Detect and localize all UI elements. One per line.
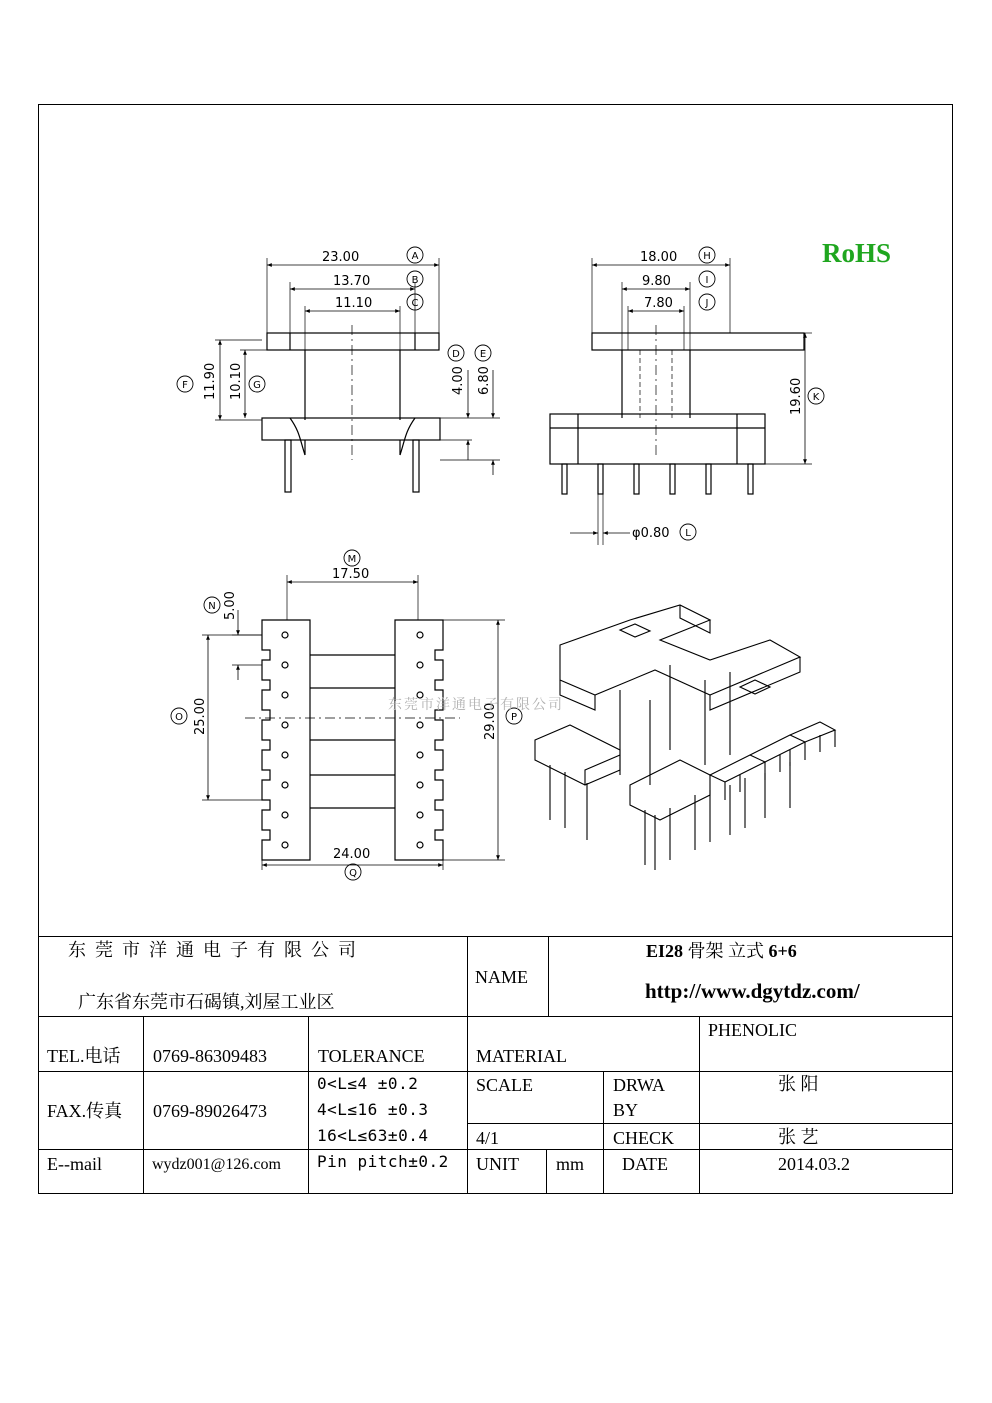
tolerance-4: Pin pitch±0.2 (317, 1152, 449, 1171)
dim-k: 19.60 (789, 377, 804, 415)
unit-label: UNIT (476, 1154, 519, 1174)
callout-g: G (253, 380, 261, 391)
dim-c: 11.10 (335, 296, 373, 311)
drawn-by-label-1: DRWA (613, 1075, 666, 1095)
name-label: NAME (475, 967, 528, 987)
product-name (646, 941, 797, 961)
drawn-by-value: 张 阳 (778, 1074, 819, 1094)
check-label: CHECK (613, 1128, 675, 1148)
dim-m: 17.50 (332, 567, 370, 582)
dim-p: 29.00 (483, 702, 498, 740)
dim-h: 18.00 (640, 250, 678, 265)
rohs-mark: RoHS (822, 238, 892, 268)
fax-label: FAX.传真 (47, 1101, 123, 1121)
callout-a: A (411, 251, 419, 262)
callout-b: B (411, 275, 419, 286)
callout-m: M (347, 554, 357, 565)
technical-drawing (150, 210, 850, 910)
product-description: 骨架 立式 (687, 941, 765, 961)
tolerance-1: 0<L≤4 ±0.2 (317, 1074, 419, 1093)
tolerance-label: TOLERANCE (318, 1046, 425, 1066)
bottom-view (202, 575, 505, 870)
dim-o: 25.00 (193, 697, 208, 735)
dim-q: 24.00 (333, 847, 371, 862)
watermark: 东莞市洋通电子有限公司 (388, 697, 564, 713)
callout-c: C (411, 298, 419, 309)
checked-by-value: 张 艺 (778, 1127, 819, 1147)
callout-p: P (510, 712, 518, 723)
side-view (550, 258, 812, 545)
product-config: 6+6 (768, 941, 797, 961)
dim-g: 10.10 (229, 362, 244, 400)
dim-n: 5.00 (223, 591, 238, 620)
drawn-by-label-2: BY (613, 1100, 639, 1120)
callout-f: F (182, 380, 188, 391)
scale-label: SCALE (476, 1075, 534, 1095)
callout-j: J (705, 298, 709, 309)
callout-i: I (705, 275, 709, 286)
tel-label: TEL.电话 (47, 1046, 121, 1066)
callout-h: H (703, 251, 711, 262)
callout-n: N (208, 601, 216, 612)
callout-d: D (452, 349, 460, 360)
fax-value: 0769-89026473 (153, 1101, 267, 1121)
company-name: 东莞市洋通电子有限公司 (68, 940, 365, 960)
company-url[interactable]: http://www.dgytdz.com/ (645, 979, 860, 1003)
dim-f: 11.90 (203, 362, 218, 400)
email-label: E--mail (47, 1154, 102, 1174)
callout-q: Q (349, 868, 357, 879)
email-value[interactable]: wydz001@126.com (152, 1156, 281, 1173)
scale-value: 4/1 (476, 1128, 500, 1148)
callout-o: O (175, 712, 183, 723)
tolerance-2: 4<L≤16 ±0.3 (317, 1100, 429, 1119)
material-value: PHENOLIC (708, 1020, 797, 1040)
callout-e: E (479, 349, 487, 360)
callout-k: K (812, 392, 820, 403)
dim-d: 4.00 (451, 366, 466, 395)
unit-value: mm (556, 1154, 585, 1174)
tel-value: 0769-86309483 (153, 1046, 267, 1066)
callout-l: L (685, 528, 691, 539)
product-model: EI28 (646, 941, 684, 961)
date-value: 2014.03.2 (778, 1154, 850, 1174)
dim-l: φ0.80 (632, 526, 670, 541)
dim-a: 23.00 (322, 250, 360, 265)
isometric-view (535, 605, 835, 870)
dim-i: 9.80 (642, 274, 671, 289)
date-label: DATE (622, 1154, 668, 1174)
material-label: MATERIAL (476, 1046, 567, 1066)
company-address: 广东省东莞市石碣镇,刘屋工业区 (78, 992, 335, 1012)
tolerance-3: 16<L≤63±0.4 (317, 1126, 429, 1145)
dim-b: 13.70 (333, 274, 371, 289)
dim-j: 7.80 (644, 296, 673, 311)
dim-e: 6.80 (477, 366, 492, 395)
